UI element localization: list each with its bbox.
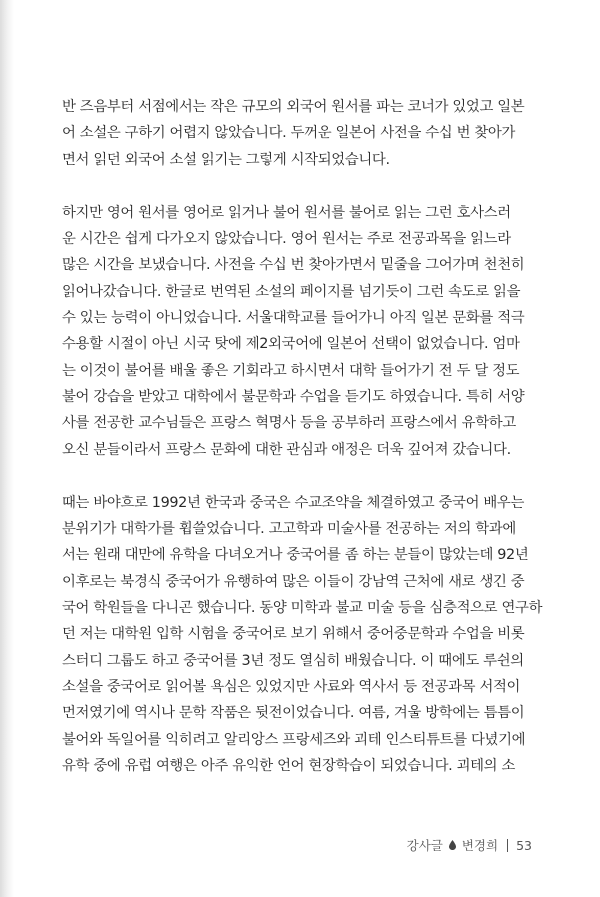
text-line: 사를 전공한 교수님들은 프랑스 혁명사 등을 공부하러 프랑스에서 유학하고 — [62, 415, 516, 432]
footer-author: 변경희 — [461, 838, 499, 853]
text-line: 이후로는 북경식 중국어가 유행하여 많은 이들이 강남역 근처에 새로 생긴 중 — [62, 573, 525, 590]
paragraph — [62, 200, 542, 463]
text-line: 운 시간은 쉽게 다가오지 않았습니다. 영어 원서는 주로 전공과목을 읽느라 — [62, 231, 511, 248]
text-line: 수용할 시절이 아닌 시국 탓에 제2외국어에 일본어 선택이 없었습니다. 엄마 — [62, 336, 520, 353]
text-line: 던 저는 대학원 입학 시험을 중국어로 보기 위해서 중어중문학과 수업을 비롯 — [62, 626, 525, 643]
text-line: 유학 중에 유럽 여행은 아주 유익한 언어 현장학습이 되었습니다. 괴테의 소 — [62, 757, 516, 774]
text-line: 오신 분들이라서 프랑스 문화에 대한 관심과 애정은 더욱 깊어져 갔습니다. — [62, 441, 511, 458]
text-line: 어 소설은 구하기 어렵지 않았습니다. 두꺼운 일본어 사전을 수십 번 찾아가 — [62, 125, 516, 142]
text-line: 때는 바야흐로 1992년 한국과 중국은 수교조약을 체결하였고 중국어 배우는 — [62, 494, 525, 511]
page-body — [62, 94, 542, 806]
text-line: 불어와 독일어를 익히려고 알리앙스 프랑세즈와 괴테 인스티튜트를 다녔기에 — [62, 731, 526, 748]
drop-icon — [449, 840, 456, 850]
text-line: 소설을 중국어로 읽어볼 욕심은 있었지만 사료와 역사서 등 전공과목 서적이 — [62, 678, 521, 695]
text-line: 스터디 그룹도 하고 중국어를 3년 정도 열심히 배웠습니다. 이 때에도 루쉰의 — [62, 652, 524, 669]
page-footer — [407, 836, 532, 854]
text-line: 분위기가 대학가를 휩쓸었습니다. 고고학과 미술사를 전공하는 저의 학과에 — [62, 521, 516, 538]
text-line: 읽어나갔습니다. 한글로 번역된 소설의 페이지를 넘기듯이 그런 속도로 읽을 — [62, 283, 521, 300]
page-spine-shadow — [0, 0, 14, 897]
text-line: 국어 학원들을 다니곤 했습니다. 동양 미학과 불교 미술 등을 심층적으로 연구하 — [62, 600, 543, 617]
text-line: 불어 강습을 받았고 대학에서 불문학과 수업을 듣기도 하였습니다. 특히 서양 — [62, 388, 525, 405]
page-number: 53 — [516, 837, 532, 853]
footer-series: 강사글 — [406, 838, 443, 853]
text-line: 서는 원래 대만에 유학을 다녀오거나 중국어를 좀 하는 분들이 많았는데 92년 — [62, 547, 529, 564]
paragraph — [62, 94, 542, 173]
text-line: 반 즈음부터 서점에서는 작은 규모의 외국어 원서를 파는 코너가 있었고 일본 — [62, 99, 525, 115]
paragraph — [62, 490, 542, 779]
text-line: 하지만 영어 원서를 영어로 읽거나 불어 원서를 불어로 읽는 그런 호사스러 — [62, 204, 511, 221]
text-line: 는 이것이 불어를 배울 좋은 기회라고 하시면서 대학 들어가기 전 두 달 정도 — [62, 362, 520, 379]
text-line: 수 있는 능력이 아니었습니다. 서울대학교를 들어가니 아직 일본 문화를 적극 — [62, 310, 525, 327]
text-line: 많은 시간을 보냈습니다. 사전을 수십 번 찾아가면서 밑줄을 그어가며 천천히 — [62, 257, 525, 274]
text-line: 먼저였기에 역시나 문학 작품은 뒷전이었습니다. 여름, 겨울 방학에는 틈틈이 — [62, 705, 525, 722]
text-line: 면서 읽던 외국어 소설 읽기는 그렇게 시작되었습니다. — [62, 151, 390, 168]
footer-divider — [507, 839, 508, 852]
